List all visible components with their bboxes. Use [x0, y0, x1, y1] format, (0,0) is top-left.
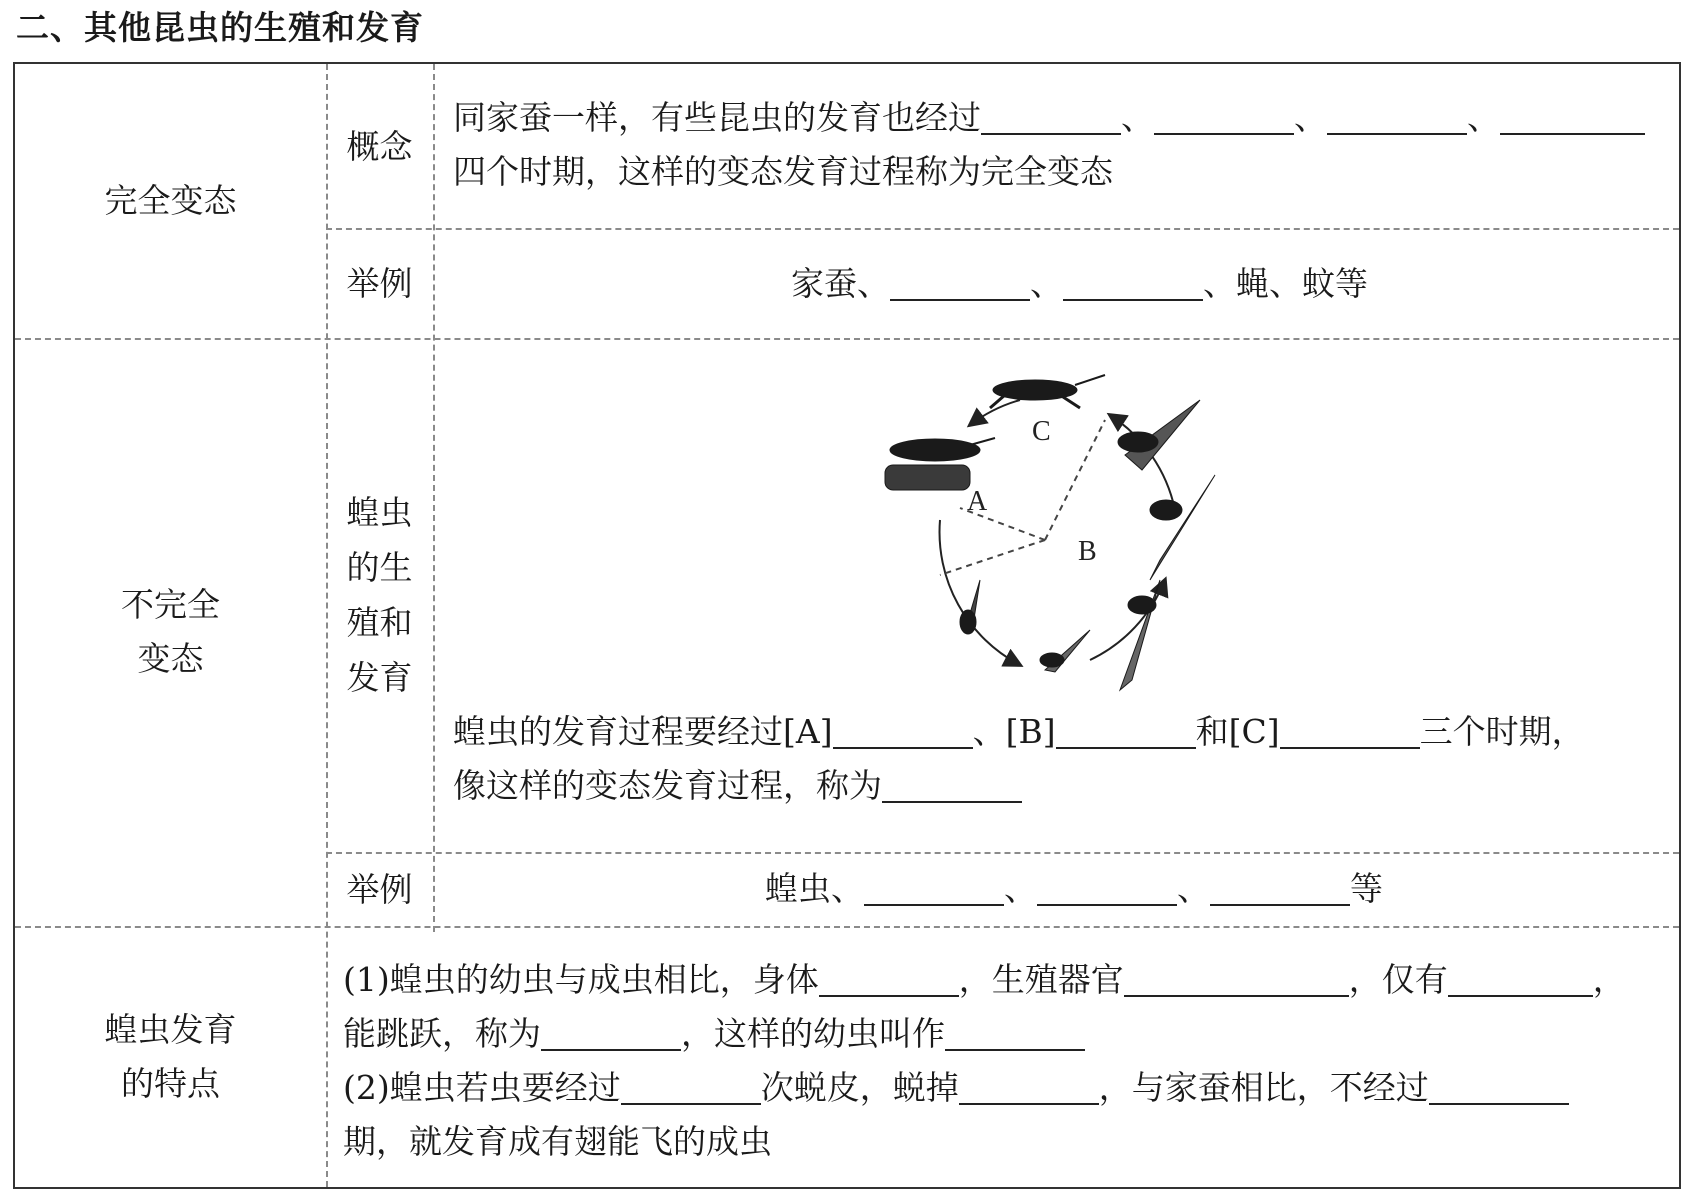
nymph-on-stem-icon — [1150, 475, 1215, 580]
feature-2-line2: 期，就发育成有翅能飞的成虫 — [343, 1122, 772, 1161]
locust-reproduction-label: 蝗虫 的生 殖和 发育 — [346, 493, 413, 697]
answer-blank[interactable] — [981, 99, 1121, 135]
concept-label: 概念 — [346, 126, 413, 166]
concept-text-line2: 四个时期，这样的变态发育过程称为完全变态 — [453, 152, 1113, 191]
answer-blank[interactable] — [890, 265, 1030, 301]
answer-blank[interactable] — [882, 767, 1022, 803]
egg-pod-icon — [960, 580, 980, 634]
notes-table — [13, 62, 1681, 1189]
column-divider-2 — [433, 64, 435, 932]
adult-locust-on-branch-icon — [885, 438, 995, 490]
answer-blank[interactable] — [1210, 870, 1350, 906]
nymph-on-leaf-icon — [1118, 400, 1200, 470]
answer-blank[interactable] — [1280, 713, 1420, 749]
example-label-incomplete: 举例 — [346, 869, 413, 909]
example-text-complete: 家蚕、 、 、蝇、蚊等 — [791, 264, 1368, 303]
answer-blank[interactable] — [1500, 99, 1645, 135]
stage-label-a: A — [967, 486, 988, 517]
answer-blank[interactable] — [833, 713, 973, 749]
concept-text-line1: 同家蚕一样，有些昆虫的发育也经过 、 、 、 — [453, 90, 1645, 145]
answer-blank[interactable] — [1063, 265, 1203, 301]
answer-blank[interactable] — [1124, 961, 1349, 997]
category-incomplete-metamorphosis: 不完全 变态 — [121, 585, 220, 678]
section-title: 二、其他昆虫的生殖和发育 — [16, 8, 424, 47]
sector-divider — [1045, 420, 1105, 540]
category-complete-metamorphosis: 完全变态 — [104, 181, 237, 220]
row-divider-concept — [326, 228, 1679, 230]
stage-label-c: C — [1032, 416, 1051, 447]
locust-life-cycle-diagram — [880, 360, 1240, 700]
example-label-complete: 举例 — [346, 263, 413, 303]
answer-blank[interactable] — [819, 961, 959, 997]
feature-1-line2: 能跳跃，称为 ，这样的幼虫叫作 — [343, 1006, 1085, 1061]
example-text-incomplete: 蝗虫、 、 、 等 — [765, 869, 1383, 908]
feature-2-line1: (2)蝗虫若虫要经过 次蜕皮，蜕掉 ，与家蚕相比，不经过 — [343, 1060, 1569, 1115]
answer-blank[interactable] — [1327, 99, 1467, 135]
row-divider-locust — [326, 852, 1679, 854]
answer-blank[interactable] — [1429, 1069, 1569, 1105]
answer-blank[interactable] — [959, 1069, 1099, 1105]
sector-divider — [940, 540, 1045, 575]
cycle-arrow — [1090, 580, 1165, 660]
answer-blank[interactable] — [1037, 870, 1177, 906]
answer-blank[interactable] — [864, 870, 1004, 906]
cycle-arrow — [940, 520, 1020, 665]
locust-stages-line1: 蝗虫的发育过程要经过[A] 、[B] 和[C] 三个时期， — [453, 712, 1585, 751]
answer-blank[interactable] — [1154, 99, 1294, 135]
answer-blank[interactable] — [621, 1069, 761, 1105]
feature-1-line1: (1)蝗虫的幼虫与成虫相比，身体 ，生殖器官 ，仅有 ， — [343, 960, 1626, 999]
adult-locust-icon — [990, 375, 1105, 408]
locust-stages-line2: 像这样的变态发育过程，称为 — [453, 758, 1022, 813]
hatchling-icon — [1040, 630, 1090, 672]
stage-label-b: B — [1078, 536, 1097, 567]
answer-blank[interactable] — [1056, 713, 1196, 749]
answer-blank[interactable] — [541, 1015, 681, 1051]
category-locust-features: 蝗虫发育 的特点 — [104, 1009, 237, 1103]
answer-blank[interactable] — [945, 1015, 1085, 1051]
answer-blank[interactable] — [1448, 961, 1593, 997]
